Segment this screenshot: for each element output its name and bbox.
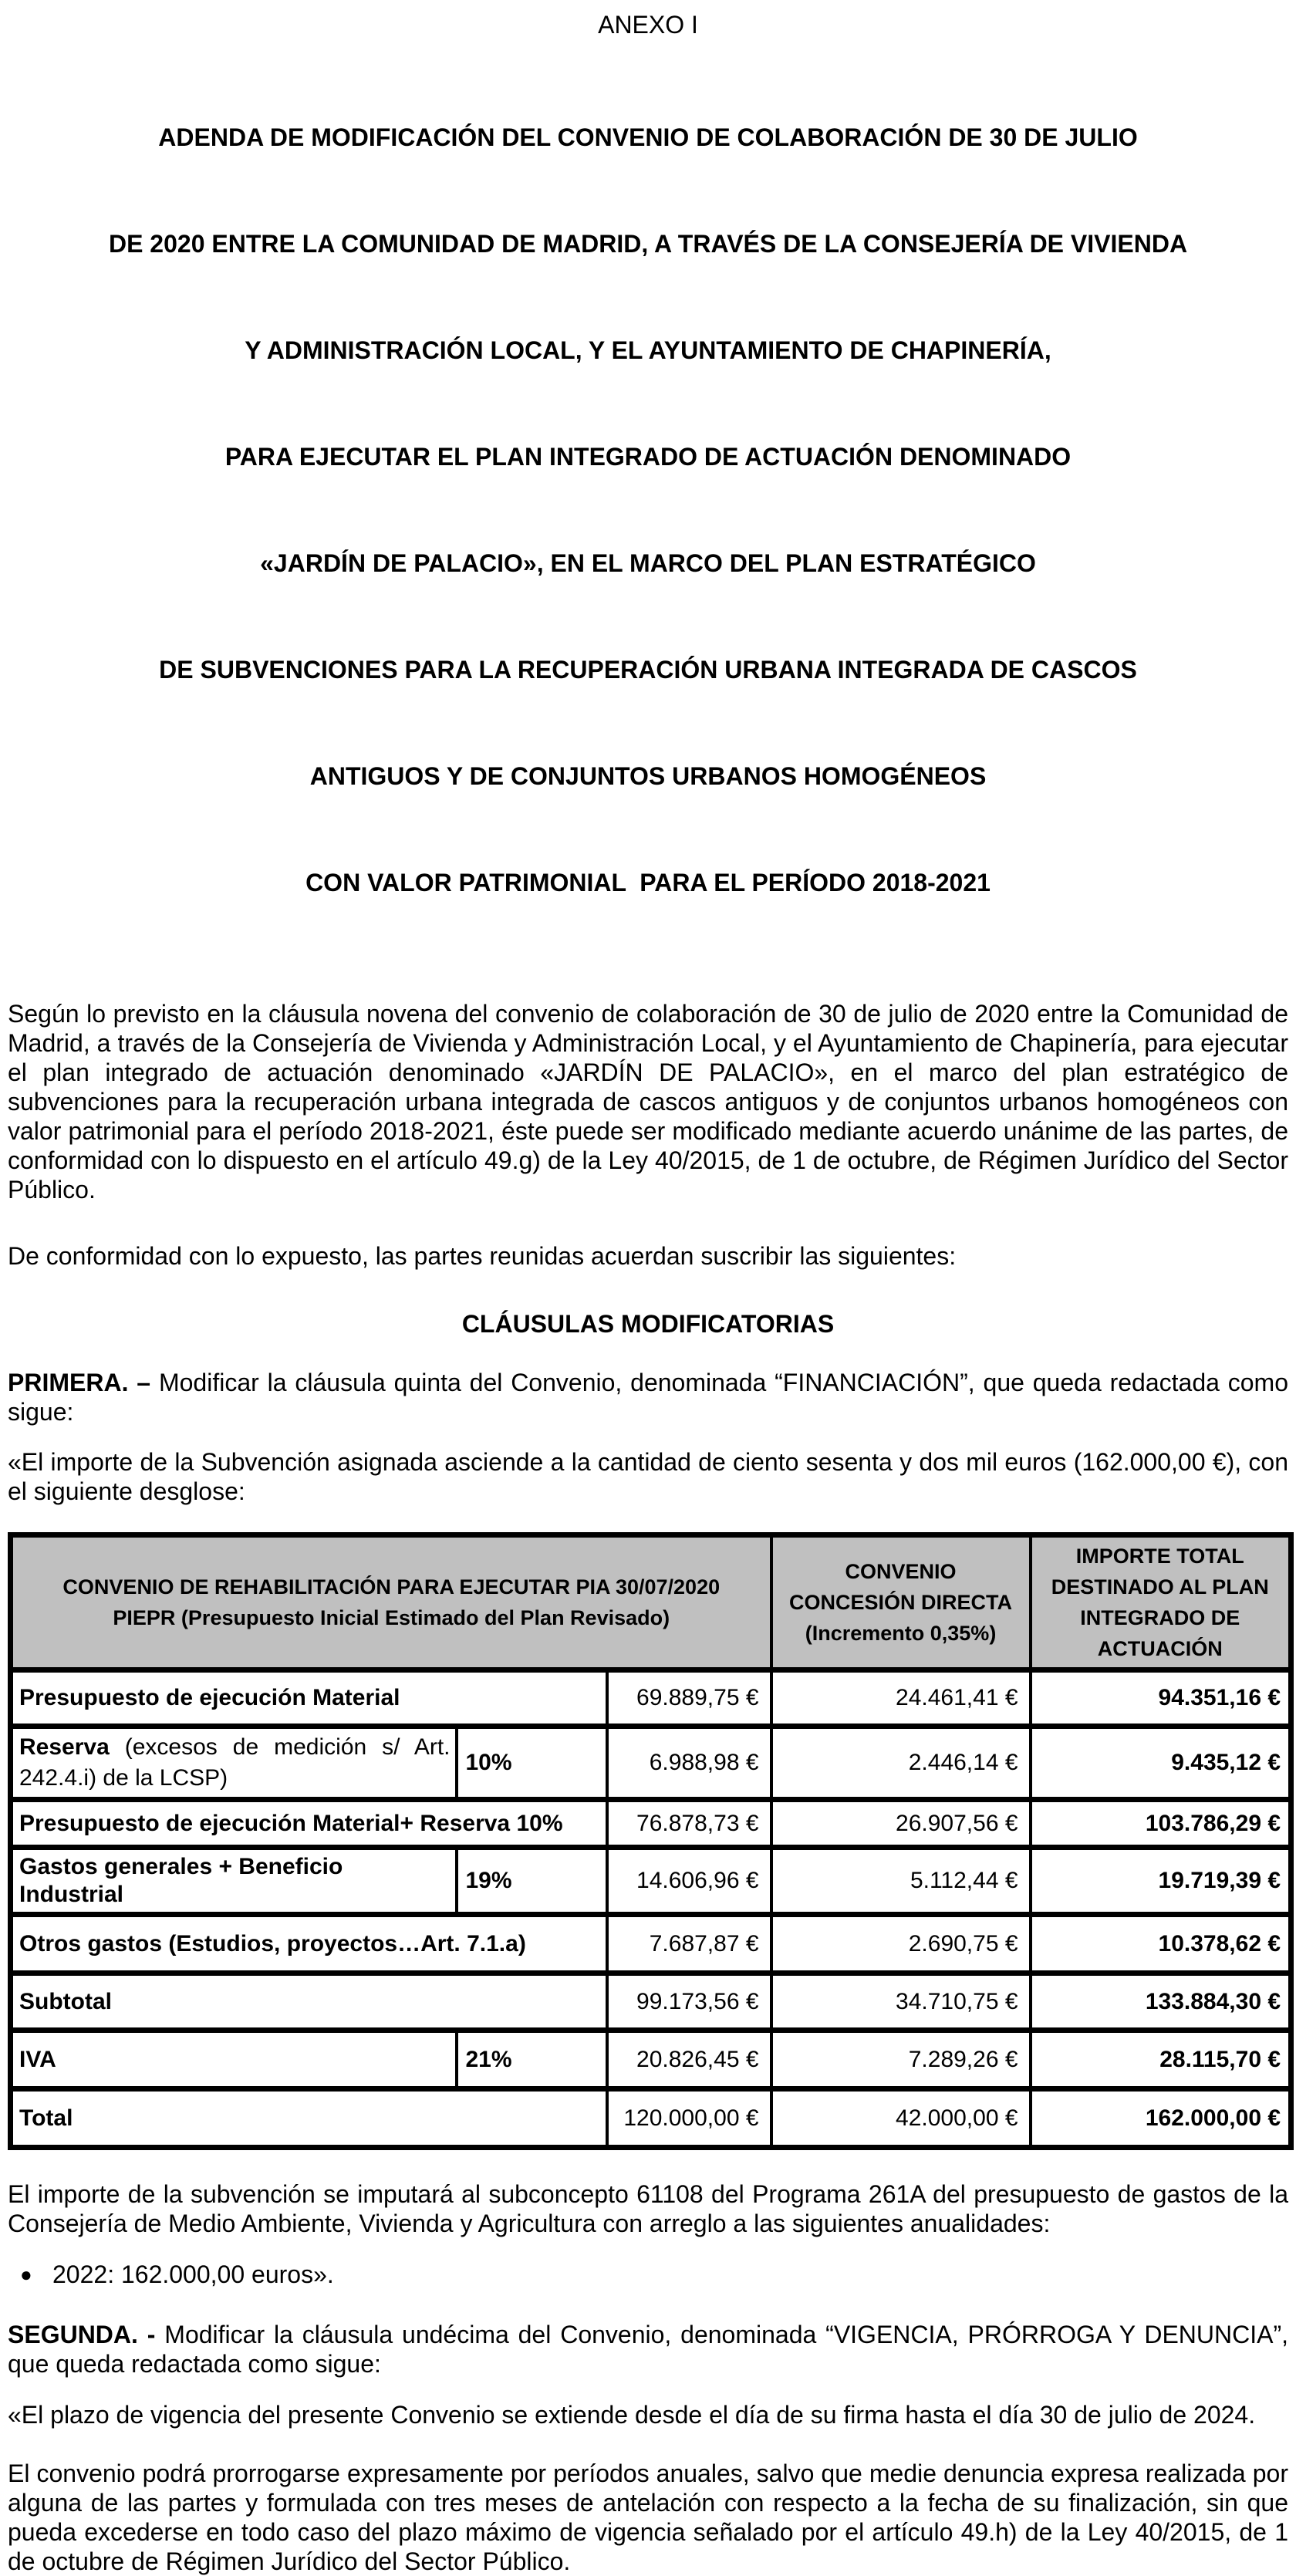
table-header-importe-line: DESTINADO AL PLAN <box>1051 1575 1269 1599</box>
subvention-amount-paragraph: «El importe de la Subvención asignada asciende a la cantidad de ciento sesenta y dos mil euros (162.000,00 €), con el siguiente desglose: <box>8 1448 1288 1505</box>
segunda-clause-paragraph <box>8 2320 1288 2378</box>
document-title-line: CON VALOR PATRIMONIAL PARA EL PERÍODO 2018-2021 <box>305 869 991 896</box>
validity-paragraph: «El plazo de vigencia del presente Convenio se extiende desde el día de su firma hasta el día 30 de julio de 2024. <box>8 2401 1256 2429</box>
table-header-concesion-line: CONCESIÓN DIRECTA <box>789 1591 1013 1614</box>
clauses-heading: CLÁUSULAS MODIFICATORIAS <box>461 1310 835 1338</box>
budget-row-total <box>11 2089 1291 2148</box>
row-label: Subtotal <box>11 1973 607 2031</box>
row-label: Total <box>11 2089 607 2148</box>
segunda-lead: SEGUNDA. - <box>8 2321 156 2348</box>
table-header-piepr <box>11 1535 771 1670</box>
row-value-piepr: 76.878,73 € <box>607 1800 771 1848</box>
row-value-piepr: 6.988,98 € <box>607 1727 771 1800</box>
budget-row-subtotal <box>11 1973 1291 2031</box>
row-value-concesion: 42.000,00 € <box>771 2089 1031 2148</box>
table-header-concesion-directa <box>771 1535 1031 1670</box>
row-value-piepr: 7.687,87 € <box>607 1915 771 1973</box>
bullet-icon: ● <box>20 2263 32 2286</box>
row-label <box>11 1727 457 1800</box>
annuity-bullet-text: 2022: 162.000,00 euros». <box>52 2260 334 2288</box>
primera-text: Modificar la cláusula quinta del Convenio, denominada “FINANCIACIÓN”, que queda redactada como sigue: <box>8 1369 1289 1426</box>
intro-paragraph: Según lo previsto en la cláusula novena del convenio de colaboración de 30 de julio de 2020 entre la Comunidad de Madrid, a través de la Consejería de Vivienda y Administración Local, y el Ayuntamiento de Chapinería, para ejecutar el plan integrado de actuación denominado «JARDÍN DE PALACIO», en el marco del plan estratégico de subvenciones para la recuperación urbana integrada de cascos antiguos y de conjuntos urbanos homogéneos con valor patrimonial para el período 2018-2021, éste puede ser modificado mediante acuerdo unánime de las partes, de conformidad con lo dispuesto en el artículo 49.g) de la Ley 40/2015, de 1 de octubre, de Régimen Jurídico del Sector Público. <box>8 1000 1288 1204</box>
row-value-piepr: 99.173,56 € <box>607 1973 771 2031</box>
row-label: IVA <box>11 2031 457 2089</box>
row-label-bold: Reserva <box>19 1734 110 1760</box>
table-header-piepr-line: CONVENIO DE REHABILITACIÓN PARA EJECUTAR PIA 30/07/2020 <box>62 1575 721 1599</box>
budget-table <box>8 1532 1294 2150</box>
agreement-paragraph: De conformidad con lo expuesto, las partes reunidas acuerdan suscribir las siguientes: <box>8 1242 957 1270</box>
row-label-line <box>19 1732 451 1763</box>
document-title-line: DE 2020 ENTRE LA COMUNIDAD DE MADRID, A TRAVÉS DE LA CONSEJERÍA DE VIVIENDA <box>108 230 1188 258</box>
row-label: Presupuesto de ejecución Material+ Reserva 10% <box>11 1800 607 1848</box>
row-label-rest: (excesos de medición s/ Art. <box>109 1734 451 1760</box>
row-value-concesion: 34.710,75 € <box>771 1973 1031 2031</box>
budget-row-presupuesto-reserva <box>11 1800 1291 1848</box>
row-value-total: 133.884,30 € <box>1031 1973 1291 2031</box>
budget-row-presupuesto-material <box>11 1670 1291 1727</box>
document-title-line: ANTIGUOS Y DE CONJUNTOS URBANOS HOMOGÉNEOS <box>309 762 987 790</box>
row-value-concesion: 2.446,14 € <box>771 1727 1031 1800</box>
row-value-total: 28.115,70 € <box>1031 2031 1291 2089</box>
document-title-line: Y ADMINISTRACIÓN LOCAL, Y EL AYUNTAMIENTO DE CHAPINERÍA, <box>245 336 1051 364</box>
table-header-piepr-line: PIEPR (Presupuesto Inicial Estimado del Plan Revisado) <box>113 1606 670 1629</box>
table-header-importe-line: ACTUACIÓN <box>1097 1637 1223 1660</box>
row-label-line: 242.4.i) de la LCSP) <box>19 1765 228 1791</box>
row-value-piepr: 120.000,00 € <box>607 2089 771 2148</box>
document-title-line: PARA EJECUTAR EL PLAN INTEGRADO DE ACTUACIÓN DENOMINADO <box>224 443 1072 471</box>
row-label: Gastos generales + Beneficio Industrial <box>11 1848 457 1915</box>
budget-note-paragraph: El importe de la subvención se imputará al subconcepto 61108 del Programa 261A del presupuesto de gastos de la Consejería de Medio Ambiente, Vivienda y Agricultura con arreglo a las siguientes anualidades: <box>8 2180 1288 2237</box>
budget-row-iva <box>11 2031 1291 2089</box>
row-value-concesion: 7.289,26 € <box>771 2031 1031 2089</box>
table-header-importe-total <box>1031 1535 1291 1670</box>
row-value-concesion: 5.112,44 € <box>771 1848 1031 1915</box>
row-percentage: 19% <box>457 1848 607 1915</box>
row-label: Otros gastos (Estudios, proyectos…Art. 7.1.a) <box>11 1915 607 1973</box>
row-value-piepr: 69.889,75 € <box>607 1670 771 1727</box>
row-value-total: 162.000,00 € <box>1031 2089 1291 2148</box>
document-title-line: «JARDÍN DE PALACIO», EN EL MARCO DEL PLAN ESTRATÉGICO <box>260 549 1036 577</box>
row-value-piepr: 20.826,45 € <box>607 2031 771 2089</box>
row-value-total: 9.435,12 € <box>1031 1727 1291 1800</box>
row-value-total: 94.351,16 € <box>1031 1670 1291 1727</box>
budget-row-otros-gastos <box>11 1915 1291 1973</box>
segunda-text: Modificar la cláusula undécima del Convenio, denominada “VIGENCIA, PRÓRROGA Y DENUNCIA”, que queda redactada como sigue: <box>8 2321 1289 2378</box>
budget-row-reserva <box>11 1727 1291 1800</box>
table-header-concesion-line: CONVENIO <box>845 1560 957 1583</box>
extension-paragraph: El convenio podrá prorrogarse expresamente por períodos anuales, salvo que medie denuncia expresa realizada por alguna de las partes y formulada con tres meses de antelación con respecto a la fecha de su finalización, sin que pueda excederse en todo caso del plazo máximo de vigencia señalado por el artículo 49.h) de la Ley 40/2015, de 1 de octubre de Régimen Jurídico del Sector Público. <box>8 2460 1288 2575</box>
document-title-line: ADENDA DE MODIFICACIÓN DEL CONVENIO DE COLABORACIÓN DE 30 DE JULIO <box>158 123 1138 151</box>
row-value-total: 10.378,62 € <box>1031 1915 1291 1973</box>
table-header-importe-line: INTEGRADO DE <box>1080 1606 1240 1629</box>
row-value-concesion: 2.690,75 € <box>771 1915 1031 1973</box>
row-percentage: 21% <box>457 2031 607 2089</box>
table-header-row <box>11 1535 1291 1670</box>
row-percentage: 10% <box>457 1727 607 1800</box>
document-title <box>8 49 1288 971</box>
table-header-concesion-line: (Incremento 0,35%) <box>805 1622 997 1645</box>
row-value-total: 103.786,29 € <box>1031 1800 1291 1848</box>
annex-label: ANEXO I <box>598 11 698 39</box>
row-value-total: 19.719,39 € <box>1031 1848 1291 1915</box>
annuity-bullet-item <box>8 2260 1288 2289</box>
row-value-concesion: 26.907,56 € <box>771 1800 1031 1848</box>
document-title-line: DE SUBVENCIONES PARA LA RECUPERACIÓN URBANA INTEGRADA DE CASCOS <box>159 656 1137 684</box>
row-label: Presupuesto de ejecución Material <box>11 1670 607 1727</box>
primera-clause-paragraph <box>8 1368 1288 1426</box>
primera-lead: PRIMERA. – <box>8 1369 151 1396</box>
table-header-importe-line: IMPORTE TOTAL <box>1075 1545 1244 1568</box>
budget-row-gastos-generales <box>11 1848 1291 1915</box>
row-value-piepr: 14.606,96 € <box>607 1848 771 1915</box>
row-value-concesion: 24.461,41 € <box>771 1670 1031 1727</box>
